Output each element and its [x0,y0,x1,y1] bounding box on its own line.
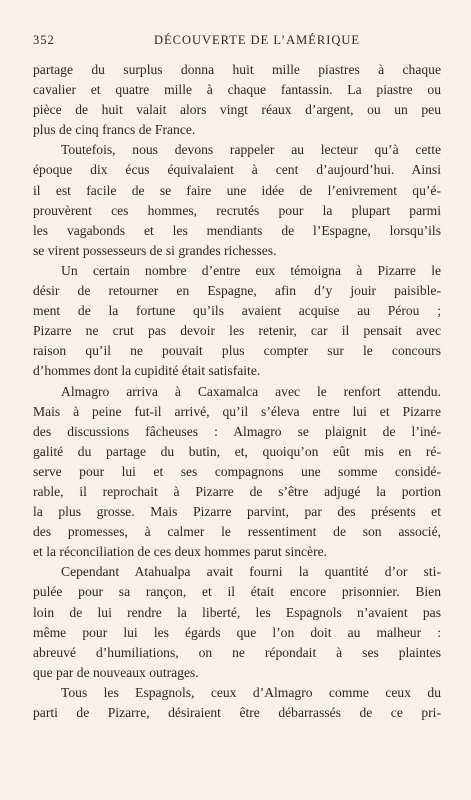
text-line: des discussions fâcheuses : Almagro se plaignit de l’iné- [33,423,441,439]
text-line: cavalier et quatre mille à chaque fantassin. La piastre ou [33,82,441,98]
text-line: plus de cinq francs de France. [33,122,196,138]
text-line: et la réconciliation de ces deux hommes parut sincère. [33,544,328,560]
text-line: les vagabonds et les mendiants de l’Espagne, lorsqu’ils [33,222,441,238]
text-line: pièce de huit valait alors vingt réaux d’argent, ou un peu [33,102,441,118]
text-line: des promesses, à calmer le ressentiment de son associé, [33,524,441,540]
text-line: que par de nouveaux outrages. [33,664,199,680]
text-line: partage du surplus donna huit mille piastres à chaque [33,62,441,77]
text-line: d’hommes dont la cupidité était satisfaite. [33,363,261,379]
text-line: parti de Pizarre, désiraient être débarrassés de ce pri- [33,705,441,720]
text-line: Toutefois, nous devons rappeler au lecteur qu’à cette [61,142,441,158]
text-line: Pizarre ne crut pas devoir les retenir, car il pensait avec [33,323,441,339]
body-text [33,60,441,723]
text-line: raison qu’il ne pouvait plus compter sur le concours [33,343,441,359]
text-line: Un certain nombre d’entre eux témoigna à Pizarre le [61,262,441,278]
text-line: Almagro arriva à Caxamalca avec le renfort attendu. [61,383,441,399]
text-line: ment de la fortune qu’ils avaient acquise au Pérou ; [33,303,441,319]
text-line: Mais à peine fut-il arrivé, qu’il s’éleva entre lui et Pizarre [33,403,441,419]
text-line: Cependant Atahualpa avait fourni la quantité d’or sti- [61,564,441,580]
text-line: abreuvé d’humiliations, on ne répondait à ses plaintes [33,644,441,660]
running-title: DÉCOUVERTE DE L’AMÉRIQUE [153,33,361,47]
text-line: même pour lui les égards que l’on doit au malheur : [33,624,441,640]
text-line: se virent possesseurs de si grandes richesses. [33,242,277,258]
running-header [33,33,441,51]
text-line: loin de lui rendre la liberté, les Espagnols n’avaient pas [33,604,441,620]
text-line: serve pour lui et ses compagnons une somme considé- [33,463,441,479]
text-line: pulée pour sa rançon, et il était encore prisonnier. Bien [33,584,441,600]
text-line: époque dix écus équivalaient à cent d’aujourd’hui. Ainsi [33,162,441,178]
text-line: rable, il reprochait à Pizarre de s’être adjugé la portion [33,483,441,499]
page-number: 352 [33,33,55,47]
text-line: Tous les Espagnols, ceux d’Almagro comme ceux du [61,684,441,700]
text-line: il est facile de se faire une idée de l’enivrement qu’é- [33,182,441,198]
text-line: la plus grosse. Mais Pizarre parvint, par des présents et [33,504,441,520]
text-line: prouvèrent ces hommes, recrutés pour la plupart parmi [33,202,441,218]
text-line: galité du partage du butin, et, quoiqu’on eût mis en ré- [33,443,441,459]
text-line: désir de retourner en Espagne, afin d’y jouir paisible- [33,283,441,299]
